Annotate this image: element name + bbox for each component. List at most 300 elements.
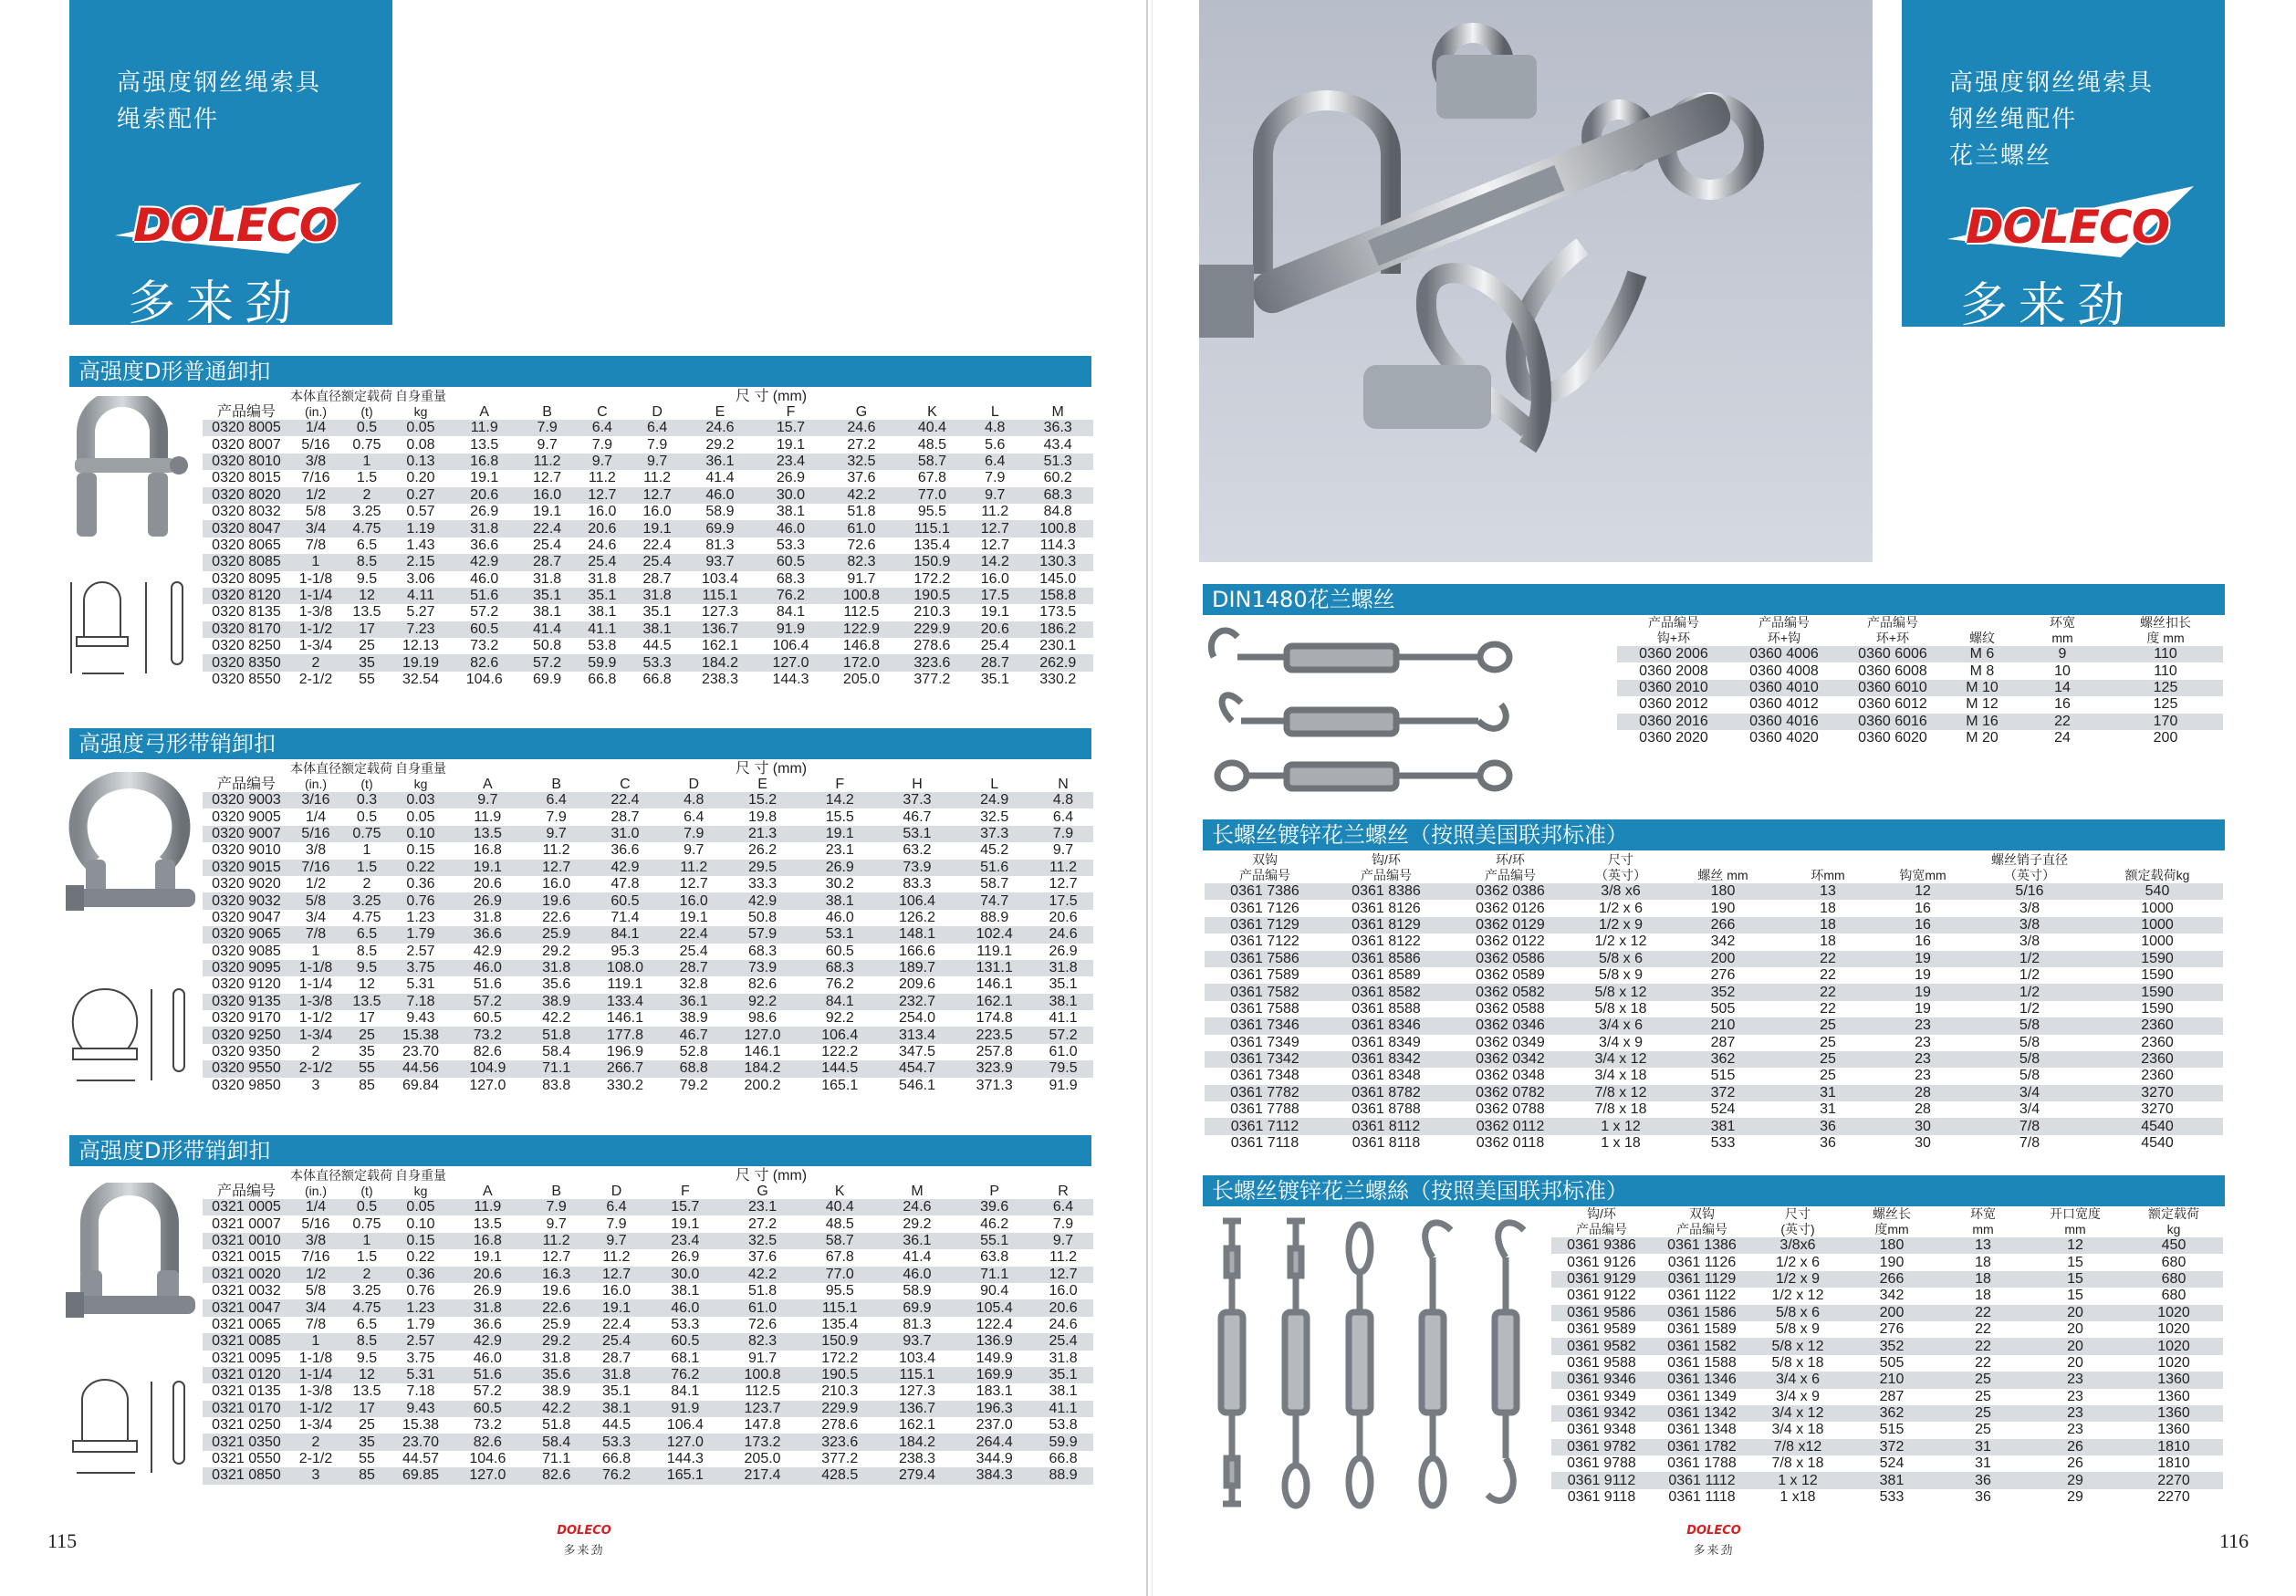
table-cell: 25 [1778,1017,1878,1034]
product-code-cell: 0361 7348 [1205,1068,1325,1084]
table-row [203,910,1093,926]
table-cell: 1/2 [290,487,341,504]
product-code-cell: 0360 2008 [1617,662,1730,679]
table-cell: 149.9 [955,1351,1033,1367]
table-cell: 31.8 [575,571,630,588]
col-header: 本体直径 (in.) [290,389,341,419]
left-brand-block [69,0,392,331]
table-cell: 84.1 [756,604,826,621]
product-code-cell: 0361 9348 [1551,1422,1652,1438]
table-cell: 42.9 [724,892,801,909]
product-code-cell: 0320 8250 [203,638,290,654]
table-cell: 23.1 [801,842,879,859]
table-cell: 38.1 [587,1401,647,1417]
col-header: 产品编号 钩+环 [1617,615,1730,646]
product-code-cell: 0321 0007 [203,1215,290,1232]
table-cell: 0361 8782 [1325,1085,1447,1101]
table-cell: 173.2 [724,1434,801,1450]
table-row [203,944,1093,960]
table-cell: 0.75 [341,436,392,453]
product-code-cell: 0320 9095 [203,960,290,976]
table-cell: 0361 1348 [1652,1422,1752,1438]
table-cell: 42.2 [527,1401,587,1417]
table-row [1617,730,2223,746]
table-cell: 35.1 [1033,976,1093,993]
table-cell: 25.9 [527,926,587,943]
table-cell: 5.31 [392,1367,449,1383]
table-cell: 0.05 [392,808,449,825]
product-code-cell: 0360 2010 [1617,680,1730,696]
table-cell: 68.3 [724,944,801,960]
table-cell: 31.8 [527,1351,587,1367]
table-cell: 6.4 [663,808,724,825]
table-cell: 2270 [2124,1489,2223,1506]
table-cell: 46.0 [449,960,527,976]
table-cell: 82.6 [449,1434,527,1450]
table-cell: 2 [341,1267,392,1283]
table-cell: 25 [1778,1035,1878,1051]
table-cell: 196.9 [587,1044,664,1060]
table-cell: 1/4 [290,808,341,825]
table-cell: 31 [1940,1455,2026,1472]
table-cell: 5/8 x 12 [1573,984,1668,1000]
table-cell: 37.6 [724,1249,801,1266]
table-cell: 26 [2026,1439,2124,1455]
table-cell: 7.9 [630,436,684,453]
table-cell: 11.2 [527,1233,587,1249]
table-cell: 91.7 [826,571,896,588]
table-cell: 51.6 [449,976,527,993]
table-cell: 42.9 [587,860,664,876]
table-row [203,1451,1093,1467]
table-row [203,1044,1093,1060]
table-cell: 27.2 [724,1215,801,1232]
table-cell: 31.8 [1033,1351,1093,1367]
table-cell: 162.1 [684,638,755,654]
table-cell: 7.9 [519,420,574,436]
table-cell: 9.7 [449,792,527,808]
product-code-cell: 0321 0085 [203,1333,290,1350]
col-header: 钩/环 产品编号 [1551,1206,1652,1237]
table-cell: 16 [1878,934,1967,950]
table-cell: 12.7 [519,470,574,486]
table-cell: 428.5 [801,1467,879,1484]
table-cell: 8.5 [341,944,392,960]
table-cell: 30 [1878,1135,1967,1152]
table-cell: 28.7 [630,571,684,588]
table-cell: 25.4 [519,537,574,554]
table-cell: 13.5 [449,1215,527,1232]
table-cell: 384.3 [955,1467,1033,1484]
table-cell: M 20 [1947,730,2017,746]
table-cell: 127.0 [724,1027,801,1043]
table-cell: 515 [1843,1422,1940,1438]
table-cell: 73.2 [449,1027,527,1043]
table-cell: 371.3 [955,1078,1033,1094]
table-cell: 9.7 [519,436,574,453]
table-cell: 4.8 [967,420,1022,436]
table-cell: 0361 1346 [1652,1372,1752,1388]
product-code-cell: 0321 0850 [203,1467,290,1484]
col-header: B [519,404,574,420]
product-code-cell: 0361 7342 [1205,1051,1325,1068]
product-code-cell: 0321 0032 [203,1283,290,1299]
table-cell: 287 [1843,1389,1940,1405]
table-cell: 352 [1843,1338,1940,1354]
table-cell: 2.57 [392,1333,449,1350]
table-cell: 1/2 [290,876,341,892]
table-cell: 3.25 [341,504,392,520]
table-cell: 1.5 [341,860,392,876]
table-cell: 68.1 [646,1351,724,1367]
table-cell: 210 [1843,1372,1940,1388]
table-cell: 5/8 x 9 [1573,967,1668,984]
col-header: 螺丝销子直径 （英寸） [1967,852,2092,883]
table-cell: 51.3 [1022,454,1093,470]
col-header: 产品编号 [203,1168,290,1199]
table-cell: 38.1 [1033,1383,1093,1400]
col-header: K [897,404,967,420]
table-cell: 3.06 [392,571,449,588]
col-header: 自身重量 kg [392,761,449,792]
table-cell: 148.1 [879,926,956,943]
table-cell: 47.8 [587,876,664,892]
product-code-cell: 0360 2016 [1617,714,1730,730]
table-cell: 20 [2026,1321,2124,1338]
table-cell: 18 [1940,1288,2026,1304]
table-cell: 38.1 [646,1283,724,1299]
table-cell: 42.9 [449,944,527,960]
table-cell: 4.75 [341,910,392,926]
col-header: C [587,777,664,792]
table-cell: 31.8 [630,588,684,604]
table-cell: 17 [341,621,392,638]
col-header: L [967,404,1022,420]
table-cell: 55 [341,1451,392,1467]
table-cell: 372 [1668,1085,1778,1101]
table-cell: 51.8 [527,1027,587,1043]
table-row [1205,883,2223,900]
table-cell: 12.7 [967,537,1022,554]
table-cell: 1590 [2092,967,2223,984]
table-cell: 524 [1843,1455,1940,1472]
table-cell: 2 [341,876,392,892]
table-cell: 38.1 [801,892,879,909]
table-row [203,926,1093,943]
table-cell: 133.4 [587,994,664,1010]
table-cell: 230.1 [1022,638,1093,654]
table-cell: 3/8 [1967,917,2092,934]
table-cell: 3/8 [290,842,341,859]
product-code-cell: 0320 9250 [203,1027,290,1043]
table-cell: 9.7 [1033,1233,1093,1249]
table-cell: 82.6 [724,976,801,993]
col-header: A [449,777,527,792]
table-cell: 9.5 [341,1351,392,1367]
table-cell: 11.9 [449,420,519,436]
col-header: E [724,777,801,792]
table-cell: 266 [1843,1271,1940,1288]
product-code-cell: 0320 8095 [203,571,290,588]
table-row [1205,1135,2223,1152]
product-code-cell: 0321 0550 [203,1451,290,1467]
table-cell: 93.7 [879,1333,956,1350]
table-cell: 381 [1843,1472,1940,1488]
table-cell: 5/8 [290,504,341,520]
table-cell: 58.9 [684,504,755,520]
table-cell: 19.1 [519,504,574,520]
table-row [203,621,1093,638]
table-cell: 3.75 [392,960,449,976]
table-row [1205,984,2223,1000]
table-cell: 0361 8582 [1325,984,1447,1000]
page-number-right: 116 [2219,1529,2249,1552]
table-cell: 6.4 [527,792,587,808]
table-cell: 115.1 [684,588,755,604]
section-title-text: DIN1480花兰螺丝 [1212,587,1395,612]
table-cell: 145.0 [1022,571,1093,588]
footer-logo-cn-left: 多来劲 [563,1544,605,1558]
table-cell: 38.1 [630,621,684,638]
table-cell: 16.0 [663,892,724,909]
table-cell: 31.8 [1033,960,1093,976]
table-cell: 1360 [2124,1372,2223,1388]
table-cell: 276 [1668,967,1778,984]
table-cell: 262.9 [1022,654,1093,671]
table-cell: 108.0 [587,960,664,976]
table-cell: 25 [341,638,392,654]
table-cell: 63.8 [955,1249,1033,1266]
table-cell: 18 [1778,917,1878,934]
table-cell: 14.2 [801,792,879,808]
table-cell: 84.1 [646,1383,724,1400]
table-cell: 200.2 [724,1078,801,1094]
table-cell: 26.9 [801,860,879,876]
table-cell: 7/8 [290,537,341,554]
table-cell: 3/4 [290,1299,341,1316]
footer-logo-cn-right: 多来劲 [1693,1544,1735,1558]
table-cell: 7/8 [1967,1118,2092,1134]
table-row [1205,1068,2223,1084]
table-cell: 37.3 [879,792,956,808]
table-cell: 20.6 [1033,910,1093,926]
table-cell: 223.5 [955,1027,1033,1043]
table-cell: 158.8 [1022,588,1093,604]
table-cell: 42.2 [724,1267,801,1283]
table-cell: 41.1 [575,621,630,638]
table-cell: 114.3 [1022,537,1093,554]
table-cell: 28 [1878,1101,1967,1118]
table-cell: 17 [341,1010,392,1027]
table-cell: 21.3 [724,826,801,842]
table-cell: 57.2 [1033,1027,1093,1043]
col-header: 钩/环 产品编号 [1325,852,1447,883]
table-row [203,808,1093,825]
table-cell: 13.5 [449,436,519,453]
table-cell: 1000 [2092,917,2223,934]
col-header: 额定载荷 (t) [341,761,392,791]
table-cell: 23 [2026,1389,2124,1405]
table-row [1551,1355,2223,1372]
table-cell: 29.2 [879,1215,956,1232]
table-cell: 5/16 [290,436,341,453]
product-code-cell: 0320 8005 [203,420,290,436]
table-cell: 190.5 [897,588,967,604]
table-cell: 0361 8386 [1325,883,1447,900]
table-cell: 46.7 [879,808,956,825]
table-cell: 58.9 [879,1283,956,1299]
table-cell: 18 [1940,1271,2026,1288]
table-cell: 25.4 [1033,1333,1093,1350]
table-cell: 7/8 [290,1317,341,1333]
table-row [1551,1372,2223,1388]
table-cell: 136.7 [684,621,755,638]
table-row [203,1299,1093,1316]
col-header: M [1022,404,1093,420]
table-cell: M 10 [1947,680,2017,696]
table-cell: 9.43 [392,1010,449,1027]
table-cell: 30.0 [646,1267,724,1283]
table-cell: 1/4 [290,420,341,436]
table-cell: 0361 1126 [1652,1254,1752,1270]
table-cell: 7/16 [290,470,341,486]
table-cell: 16.0 [575,504,630,520]
table-cell: 122.9 [826,621,896,638]
col-header: 尺寸 (英寸) [1752,1206,1843,1237]
table-cell: 0.15 [392,842,449,859]
product-code-cell: 0320 9010 [203,842,290,859]
table-cell: 18 [1778,934,1878,950]
col-header: 产品编号 环+环 [1838,615,1947,646]
table-cell: 1/2 x 6 [1752,1254,1843,1270]
table-cell: 1360 [2124,1405,2223,1422]
col-header: 双钩 产品编号 [1205,852,1325,883]
table-cell: 16.0 [519,487,574,504]
table-cell: 11.2 [1033,1249,1093,1266]
table-cell: 110 [2108,646,2223,662]
col-header: 本体直径 (in.) [290,1168,341,1198]
table-cell: 24.6 [826,420,896,436]
table-cell: 26.9 [449,504,519,520]
table-cell: 12 [2026,1237,2124,1254]
table-cell: 57.2 [449,1383,527,1400]
table-cell: 2.15 [392,554,449,570]
table-cell: 26.9 [449,892,527,909]
table-cell: 24.6 [684,420,755,436]
product-code-cell: 0321 0020 [203,1267,290,1283]
table-cell: 29.2 [527,1333,587,1350]
product-code-cell: 0321 0010 [203,1233,290,1249]
table-row [203,554,1093,570]
table-cell: 8.5 [341,1333,392,1350]
table-cell: 22.4 [587,1317,647,1333]
table-cell: 12.7 [575,487,630,504]
table-cell: 45.2 [955,842,1033,859]
table-row [203,876,1093,892]
table-cell: 1-3/8 [290,994,341,1010]
table-cell: 51.8 [527,1417,587,1434]
table-cell: 0361 1788 [1652,1455,1752,1472]
col-header: C [575,404,630,420]
table-cell: 22 [1940,1305,2026,1321]
col-header: 环/环 产品编号 [1447,852,1573,883]
table-cell: 35.6 [527,976,587,993]
table-cell: 98.6 [724,1010,801,1027]
table-cell: 1/2 x 6 [1573,900,1668,916]
table-cell: 150.9 [801,1333,879,1350]
table-cell: 36.1 [879,1233,956,1249]
table-cell: 82.6 [449,1044,527,1060]
table-cell: 3/8x6 [1752,1237,1843,1254]
product-code-cell: 0320 8020 [203,487,290,504]
rigging-hardware-photo [1199,0,1873,562]
table-cell: 12.7 [967,520,1022,537]
table-cell: 25.4 [575,554,630,570]
table-cell: 5/8 x 18 [1752,1355,1843,1372]
table-cell: 35.1 [519,588,574,604]
table-row [203,1467,1093,1484]
table-cell: 1.23 [392,910,449,926]
table-cell: 19.1 [449,860,527,876]
table-cell: 0360 6010 [1838,680,1947,696]
table-cell: 104.9 [449,1060,527,1077]
col-header: 产品编号 [203,761,290,792]
table-cell: 5/16 [290,826,341,842]
table-cell: 66.8 [575,672,630,688]
table-cell: 69.84 [392,1078,449,1094]
col-header: F [801,777,879,792]
table-cell: 12 [1878,883,1967,900]
table-cell: 1/4 [290,1199,341,1215]
table-cell: 22 [1778,967,1878,984]
table-cell: 48.5 [897,436,967,453]
table-cell: 42.9 [449,554,519,570]
table-cell: 9.5 [341,960,392,976]
table-cell: 32.5 [724,1233,801,1249]
table-cell: 20.6 [1033,1299,1093,1316]
table-cell: 1-1/8 [290,571,341,588]
product-code-cell: 0320 9550 [203,1060,290,1077]
table-row [1205,967,2223,984]
table-cell: 24 [2017,730,2108,746]
table-cell: 53.3 [756,537,826,554]
product-code-cell: 0360 2006 [1617,646,1730,662]
table-cell: 0362 0342 [1447,1051,1573,1068]
table-cell: 122.2 [801,1044,879,1060]
table-row [1205,1035,2223,1051]
right-brand-block [1902,0,2225,333]
table-cell: 15.38 [392,1027,449,1043]
product-code-cell: 0321 0120 [203,1367,290,1383]
table-cell: 48.5 [801,1215,879,1232]
table-cell: 26.9 [646,1249,724,1266]
table-cell: 20.6 [575,520,630,537]
table-cell: 88.9 [955,910,1033,926]
table-cell: 1 x 12 [1573,1118,1668,1134]
table-cell: 505 [1668,1001,1778,1017]
table-cell: 18 [1940,1254,2026,1270]
table-cell: 105.4 [955,1299,1033,1316]
table-cell: 82.6 [527,1467,587,1484]
table-cell: 210.3 [801,1383,879,1400]
table-cell: 2 [290,1434,341,1450]
table-cell: 13 [1940,1237,2026,1254]
table-cell: 25 [1940,1405,2026,1422]
table-cell: M 16 [1947,714,2017,730]
table-cell: 11.2 [575,470,630,486]
table-cell: 200 [1843,1305,1940,1321]
table-cell: 0361 1782 [1652,1439,1752,1455]
